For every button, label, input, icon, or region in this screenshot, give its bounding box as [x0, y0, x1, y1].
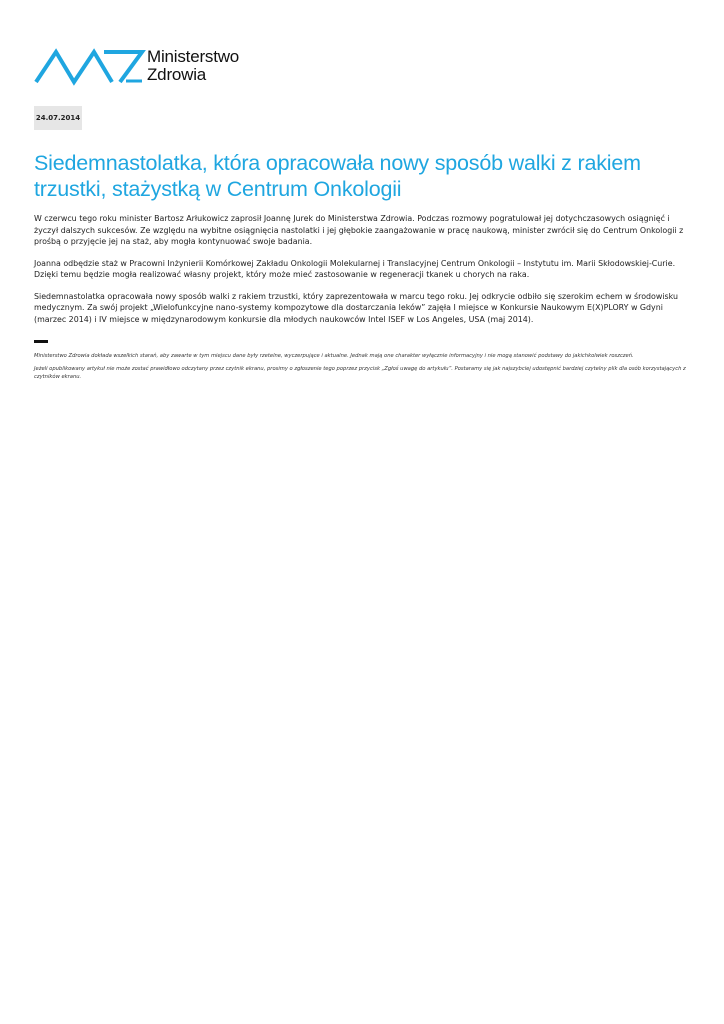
date-badge: 24.07.2014	[34, 106, 82, 130]
article-paragraph: Joanna odbędzie staż w Pracowni Inżynierii Komórkowej Zakładu Onkologii Molekularnej i Translacyjnej Centrum Onkologii – Instytutu im. Marii Skłodowskiej-Curie. Dzięki temu będzie mogła realizować własny projekt, który może mieć zastosowanie w regeneracji tkanek u chorych na raka.	[34, 258, 676, 279]
ministry-logo[interactable]	[34, 44, 274, 92]
logo-mark-icon	[34, 46, 146, 86]
logo-wordmark	[147, 48, 239, 84]
article-body	[34, 213, 694, 335]
disclaimer-text-1: Ministerstwo Zdrowia dokłada wszelkich starań, aby zawarte w tym miejscu dane były rzetelne, wyczerpujące i aktualne. Jednak mają one charakter wyłącznie informacyjny i nie mogą stanowić podstawy do jakichkolwiek roszczeń.	[34, 353, 634, 359]
article-title: Siedemnastolatka, która opracowała nowy sposób walki z rakiem trzustki, stażystką w Centrum Onkologii	[34, 151, 641, 201]
separator-rule	[34, 340, 48, 343]
disclaimer	[34, 352, 694, 386]
logo-line-2: Zdrowia	[147, 65, 207, 84]
article-paragraph: Siedemnastolatka opracowała nowy sposób walki z rakiem trzustki, który zaprezentowała w marcu tego roku. Jej odkrycie odbiło się szerokim echem w środowisku medycznym. Za swój projekt „Wielofunkcyjne nano-systemy kompozytowe dla dostarczania leków” zajęła I miejsce w Konkursie Naukowym E(X)PLORY w Gdyni (marzec 2014) i IV miejsce w międzynarodowym konkursie dla młodych naukowców Intel ISEF w Los Angeles, USA (maj 2014).	[34, 291, 678, 324]
logo-line-1: Ministerstwo	[147, 47, 240, 66]
disclaimer-text-2: Jeżeli opublikowany artykuł nie może zostać prawidłowo odczytany przez czytnik ekranu, prosimy o zgłoszenie tego poprzez przycisk „Zgłoś uwagę do artykułu”. Postaramy się jak najszybciej udostępnić bardziej czytelny plik dla osób korzystających z czytników ekranu.	[34, 366, 686, 380]
article-paragraph: W czerwcu tego roku minister Bartosz Arłukowicz zaprosił Joannę Jurek do Ministerstwa Zdrowia. Podczas rozmowy pogratulował jej dotychczasowych osiągnięć i życzył dalszych sukcesów. Ze względu na wybitne osiągnięcia nastolatki i jej głębokie zaangażowanie w pracę naukową, minister zwrócił się do Centrum Onkologii z prośbą o przyjęcie jej na staż, aby mogła kontynuować swoje badania.	[34, 214, 684, 246]
